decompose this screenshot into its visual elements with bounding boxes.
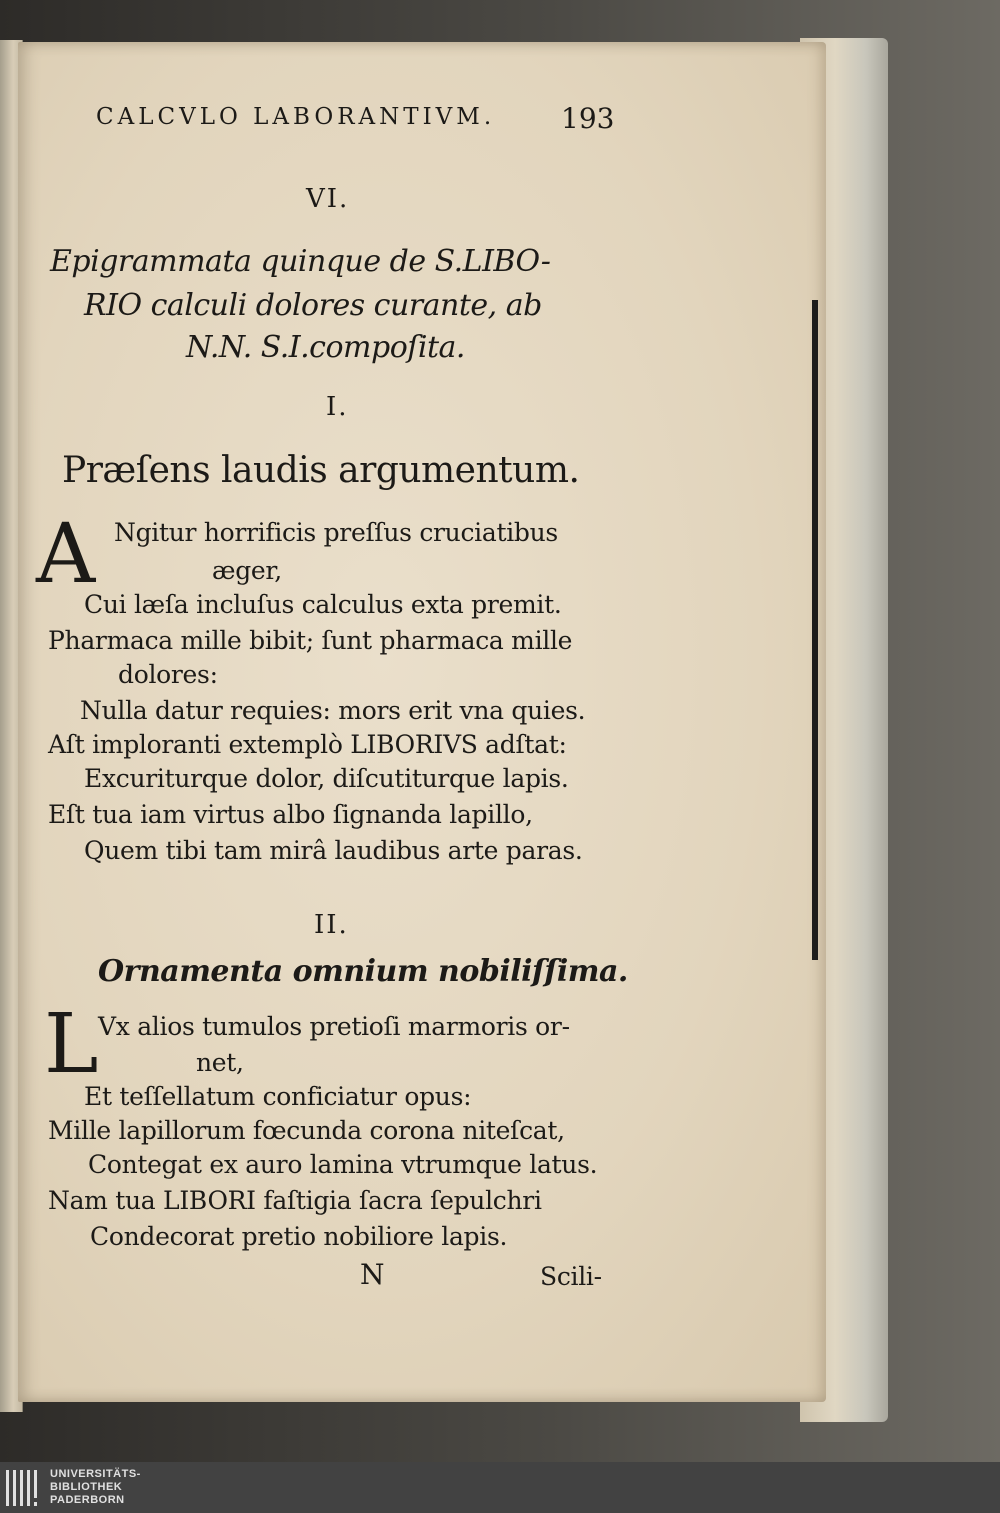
- library-logo-line-3: PADERBORN: [50, 1494, 125, 1506]
- library-logo-line-1: UNIVERSITÄTS-: [50, 1468, 141, 1480]
- library-logo-icon: [4, 1468, 44, 1508]
- catchword: Scili-: [540, 1262, 602, 1291]
- epigram-2-dropcap: L: [44, 997, 99, 1092]
- epigram-1-line-5: dolores:: [118, 660, 218, 689]
- library-logo-line-2: BIBLIOTHEK: [50, 1481, 123, 1493]
- epigram-2-line-1: Vx alios tumulos pretioſi marmoris or-: [98, 1012, 570, 1041]
- section-title-line-1: Epigrammata quinque de S.LIBO-: [50, 244, 551, 279]
- epigram-1-line-8: Excuriturque dolor, diſcutiturque lapis.: [84, 764, 569, 793]
- section-number: VI.: [306, 184, 350, 214]
- epigram-1-line-9: Eſt tua iam virtus albo ſignanda lapillo,: [48, 800, 533, 829]
- library-footer-bar: [0, 1462, 1000, 1513]
- epigram-1-line-6: Nulla datur requies: mors erit vna quies.: [80, 696, 586, 725]
- page-number: 193: [561, 102, 615, 135]
- epigram-2-line-2: net,: [196, 1048, 244, 1077]
- epigram-1-number: I.: [326, 392, 349, 422]
- section-title-line-2: RIO calculi dolores curante, ab: [84, 288, 542, 323]
- epigram-2-title: Ornamenta omnium nobiliſſima.: [98, 954, 628, 989]
- page-fold-shadow: [812, 300, 818, 960]
- epigram-1-line-10: Quem tibi tam mirâ laudibus arte paras.: [84, 836, 583, 865]
- epigram-1-line-2: æger,: [212, 556, 282, 585]
- epigram-1-line-7: Aſt imploranti extemplò LIBORIVS adſtat:: [48, 730, 567, 759]
- epigram-1-line-3: Cui læſa incluſus calculus exta premit.: [84, 590, 562, 619]
- epigram-1-line-4: Pharmaca mille bibit; ſunt pharmaca mille: [48, 626, 573, 655]
- epigram-2-line-4: Mille lapillorum fœcunda corona niteſcat,: [48, 1116, 565, 1145]
- epigram-2-line-3: Et teſſellatum conficiatur opus:: [84, 1082, 472, 1111]
- epigram-2-line-7: Condecorat pretio nobiliore lapis.: [90, 1222, 508, 1251]
- epigram-2-line-6: Nam tua LIBORI faſtigia ſacra ſepulchri: [48, 1186, 542, 1215]
- section-title-line-3: N.N. S.I.compoſita.: [186, 330, 465, 365]
- epigram-1-dropcap: A: [36, 507, 96, 602]
- running-head: CALCVLO LABORANTIVM.: [96, 104, 496, 130]
- epigram-2-number: II.: [314, 910, 349, 940]
- signature-mark: N: [360, 1258, 385, 1291]
- epigram-1-title: Præſens laudis argumentum.: [62, 450, 580, 491]
- epigram-2-line-5: Contegat ex auro lamina vtrumque latus.: [88, 1150, 598, 1179]
- epigram-1-line-1: Ngitur horrificis preſſus cruciatibus: [114, 518, 558, 547]
